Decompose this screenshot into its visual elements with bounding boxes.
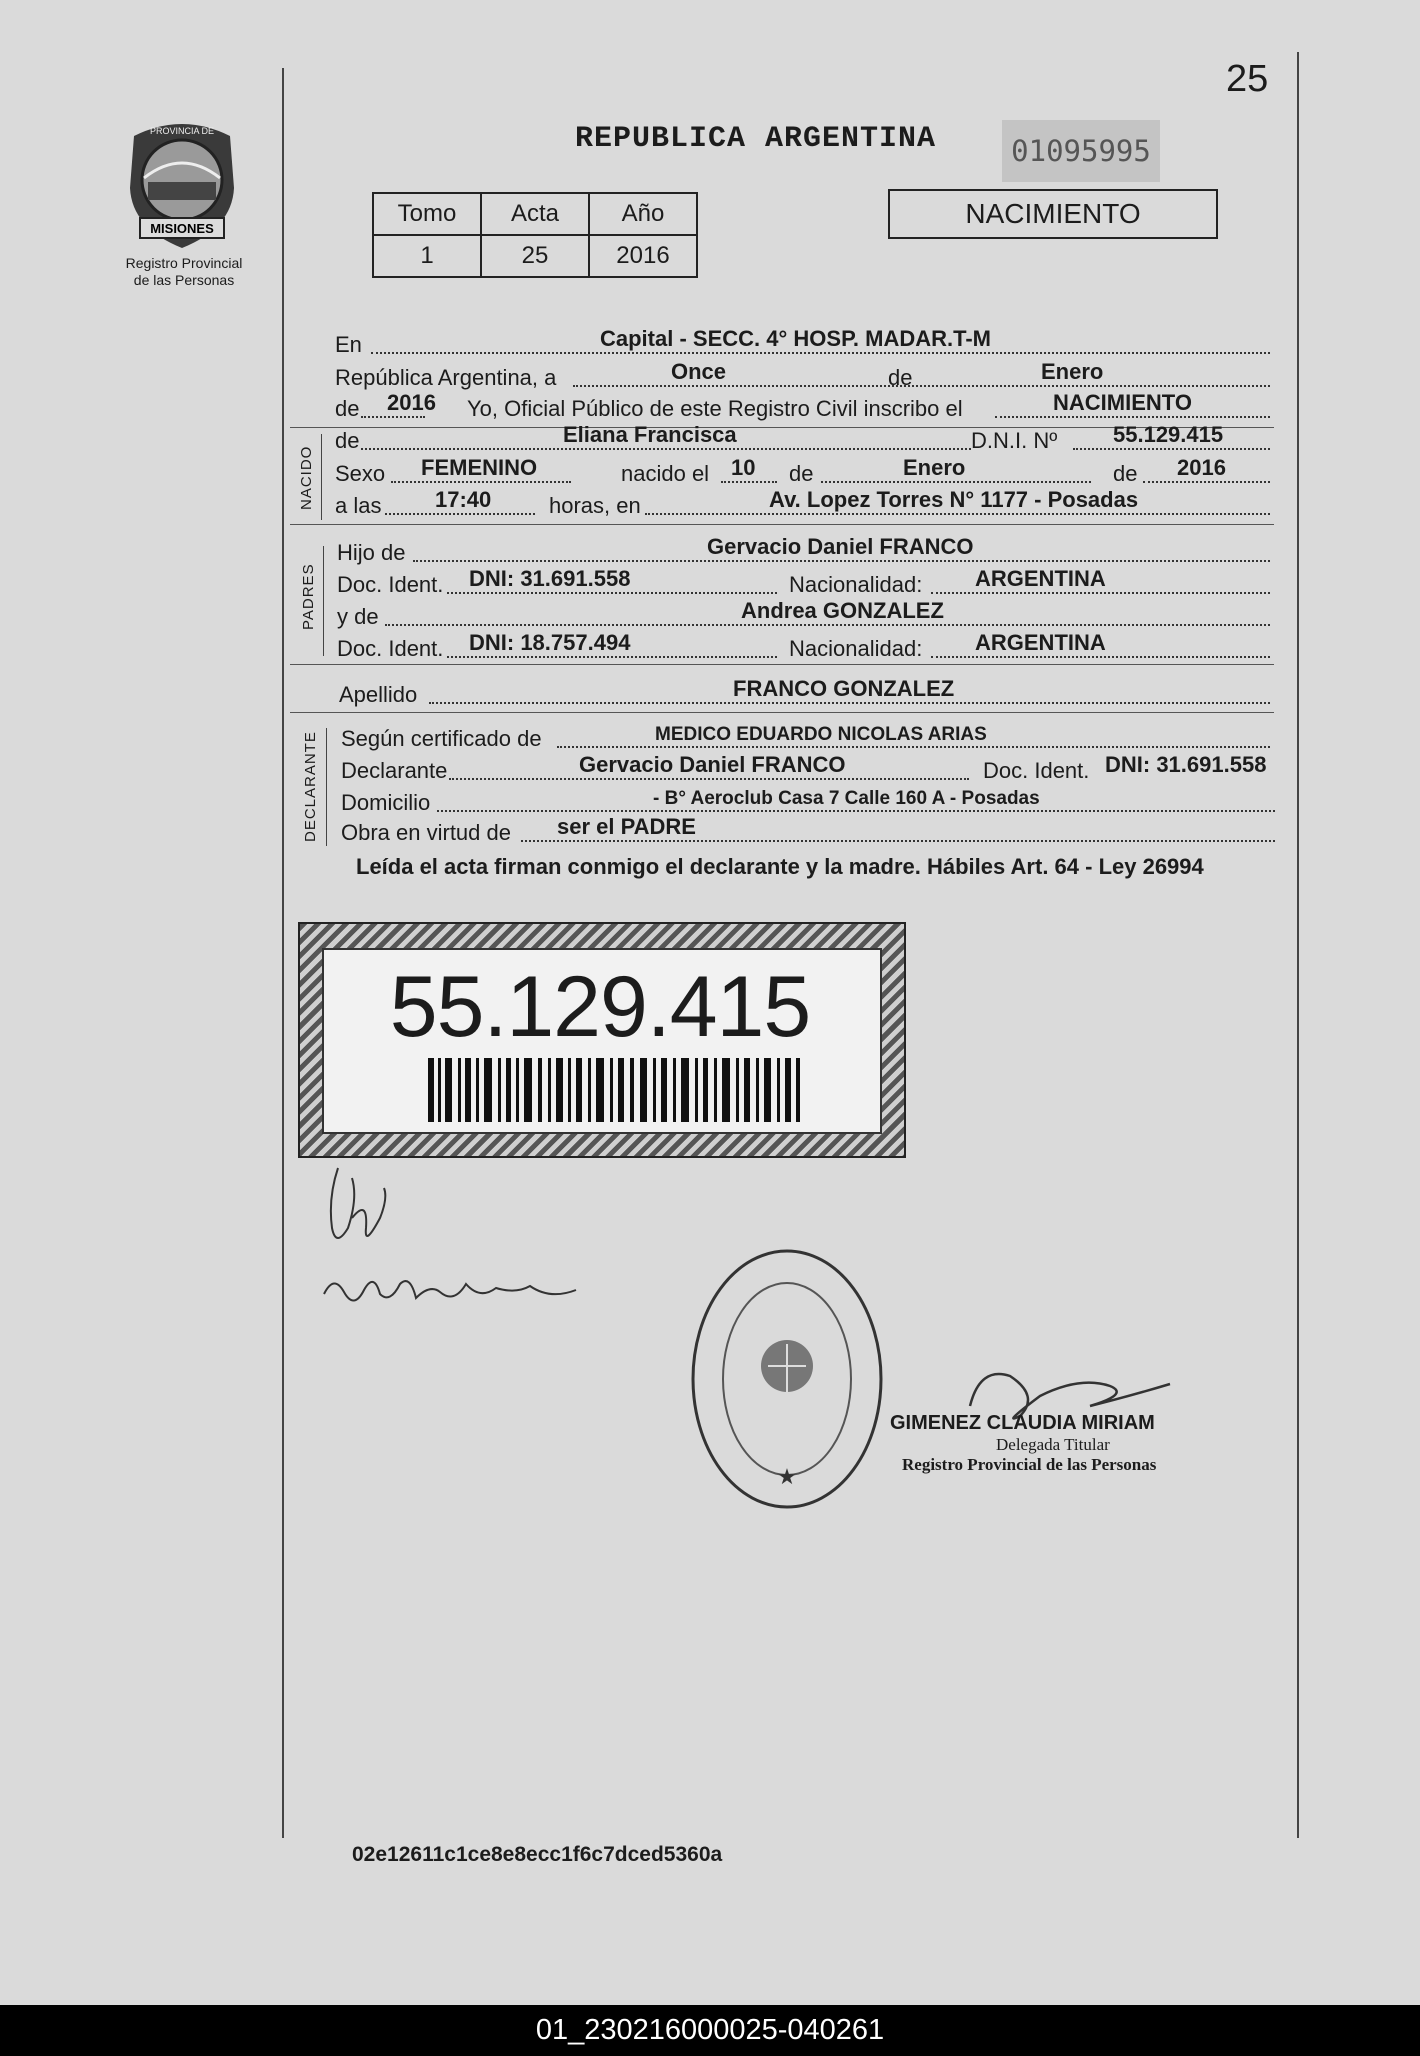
section-nacido: NACIDO	[298, 445, 315, 510]
official-role: Delegada Titular	[996, 1435, 1110, 1454]
label-dni: D.N.I. Nº	[971, 428, 1058, 453]
value-dia-nacimiento: 10	[731, 455, 756, 480]
table-value-anio: 2016	[589, 235, 697, 277]
label-domicilio: Domicilio	[341, 790, 431, 815]
row-domicilio	[335, 784, 1275, 816]
document-hash: 02e12611c1ce8e8ecc1f6c7dced5360a	[352, 1843, 723, 1866]
value-lugar-registro: Capital - SECC. 4° HOSP. MADAR.T-M	[600, 326, 991, 351]
page-number: 25	[1226, 58, 1269, 100]
label-en: En	[335, 332, 362, 357]
official-org: Registro Provincial de las Personas	[902, 1455, 1157, 1474]
value-mes: Enero	[1041, 359, 1104, 384]
official-block	[890, 1412, 1180, 1475]
right-margin-line	[1297, 52, 1299, 1838]
label-y-de: y de	[337, 604, 379, 629]
row-republica	[335, 359, 1275, 391]
row-obra	[335, 814, 1275, 846]
svg-text:★: ★	[777, 1465, 797, 1490]
doc-type-box: NACIMIENTO	[888, 189, 1218, 239]
label-horas-en: horas, en	[549, 493, 641, 518]
value-mes-nacimiento: Enero	[903, 455, 966, 480]
logo-bottom-text: MISIONES	[150, 221, 214, 236]
label-doc-ident-padre: Doc. Ident.	[337, 572, 444, 597]
row-nacido-nombre	[335, 422, 1275, 454]
value-inscribe: NACIMIENTO	[1053, 390, 1192, 415]
label-yo-oficial: Yo, Oficial Público de este Registro Civil inscribo el	[467, 396, 963, 421]
value-declarante: Gervacio Daniel FRANCO	[579, 752, 846, 777]
value-madre-nacionalidad: ARGENTINA	[975, 630, 1106, 655]
table-value-tomo: 1	[373, 235, 481, 277]
official-seal-icon	[688, 1246, 886, 1512]
value-padre-nacionalidad: ARGENTINA	[975, 566, 1106, 591]
value-apellido: FRANCO GONZALEZ	[733, 676, 955, 701]
label-sexo: Sexo	[335, 461, 386, 486]
label-declarante: Declarante	[341, 758, 448, 783]
value-dia: Once	[671, 359, 727, 384]
label-certificado: Según certificado de	[341, 726, 542, 751]
madre-signature	[320, 1264, 580, 1312]
label-de-anio-nac: de	[1113, 461, 1138, 486]
row-nacido-hora	[335, 487, 1275, 519]
value-padre-doc: DNI: 31.691.558	[469, 566, 631, 591]
serial-number: 01095995	[1002, 120, 1160, 182]
label-nacionalidad-padre: Nacionalidad:	[789, 572, 923, 597]
value-lugar-nacimiento: Av. Lopez Torres N° 1177 - Posadas	[769, 487, 1139, 512]
row-padre-doc	[335, 566, 1275, 598]
value-madre: Andrea GONZALEZ	[741, 598, 944, 623]
value-hora: 17:40	[435, 487, 492, 512]
footer-id: 01_230216000025-040261	[0, 2005, 1420, 2056]
logo-caption-line2: de las Personas	[133, 272, 235, 288]
logo-caption	[104, 255, 264, 289]
row-apellido	[335, 676, 1275, 708]
value-sexo: FEMENINO	[421, 455, 538, 480]
table-header-anio: Año	[589, 193, 697, 235]
label-nacido-el: nacido el	[621, 461, 710, 486]
tomo-acta-table	[372, 192, 698, 278]
row-en	[335, 326, 1275, 358]
section-declarante: DECLARANTE	[302, 731, 319, 842]
label-doc-ident-declarante: Doc. Ident.	[983, 758, 1090, 783]
table-value-acta: 25	[481, 235, 589, 277]
label-hijo-de: Hijo de	[337, 540, 406, 565]
value-anio-nacimiento: 2016	[1177, 455, 1226, 480]
value-domicilio: - B° Aeroclub Casa 7 Calle 160 A - Posadas	[653, 788, 1040, 809]
row-madre-doc	[335, 630, 1275, 662]
value-nombre: Eliana Francisca	[563, 422, 737, 447]
label-de-anio: de	[335, 396, 360, 421]
table-header-acta: Acta	[481, 193, 589, 235]
row-certificado	[335, 720, 1275, 752]
table-header-tomo: Tomo	[373, 193, 481, 235]
value-obra: ser el PADRE	[557, 814, 696, 839]
document-title: REPUBLICA ARGENTINA	[575, 122, 937, 156]
row-y-de	[335, 598, 1275, 630]
label-obra: Obra en virtud de	[341, 820, 511, 845]
value-declarante-doc: DNI: 31.691.558	[1105, 752, 1267, 777]
misiones-shield-icon	[124, 118, 240, 252]
logo-top-text: PROVINCIA DE	[149, 126, 215, 136]
value-padre: Gervacio Daniel FRANCO	[707, 534, 974, 559]
label-de: de	[888, 365, 913, 390]
label-a-las: a las	[335, 493, 382, 518]
declarante-signature	[318, 1158, 398, 1258]
value-madre-doc: DNI: 18.757.494	[469, 630, 631, 655]
label-nacionalidad-madre: Nacionalidad:	[789, 636, 923, 661]
value-certificado: MEDICO EDUARDO NICOLAS ARIAS	[655, 724, 987, 745]
label-doc-ident-madre: Doc. Ident.	[337, 636, 444, 661]
row-inscripcion	[335, 390, 1275, 422]
label-apellido: Apellido	[339, 682, 418, 707]
value-dni: 55.129.415	[1113, 422, 1224, 447]
label-nacido-de: de	[335, 428, 360, 453]
closing-statement: Leída el acta firman conmigo el declarante y la madre. Hábiles Art. 64 - Ley 26994	[356, 854, 1204, 879]
section-padres: PADRES	[300, 563, 317, 630]
dni-sticker-number: 55.129.415	[389, 959, 811, 1055]
left-margin-line	[282, 68, 284, 1838]
barcode-icon	[428, 1058, 800, 1122]
label-republica: República Argentina, a	[335, 365, 557, 390]
official-name: GIMENEZ CLAUDIA MIRIAM	[890, 1412, 1155, 1434]
value-anio: 2016	[387, 390, 436, 415]
label-de-mes: de	[789, 461, 814, 486]
row-nacido-sexo	[335, 455, 1275, 487]
row-declarante	[335, 752, 1275, 784]
logo-caption-line1: Registro Provincial	[125, 255, 243, 271]
row-hijo-de	[335, 534, 1275, 566]
